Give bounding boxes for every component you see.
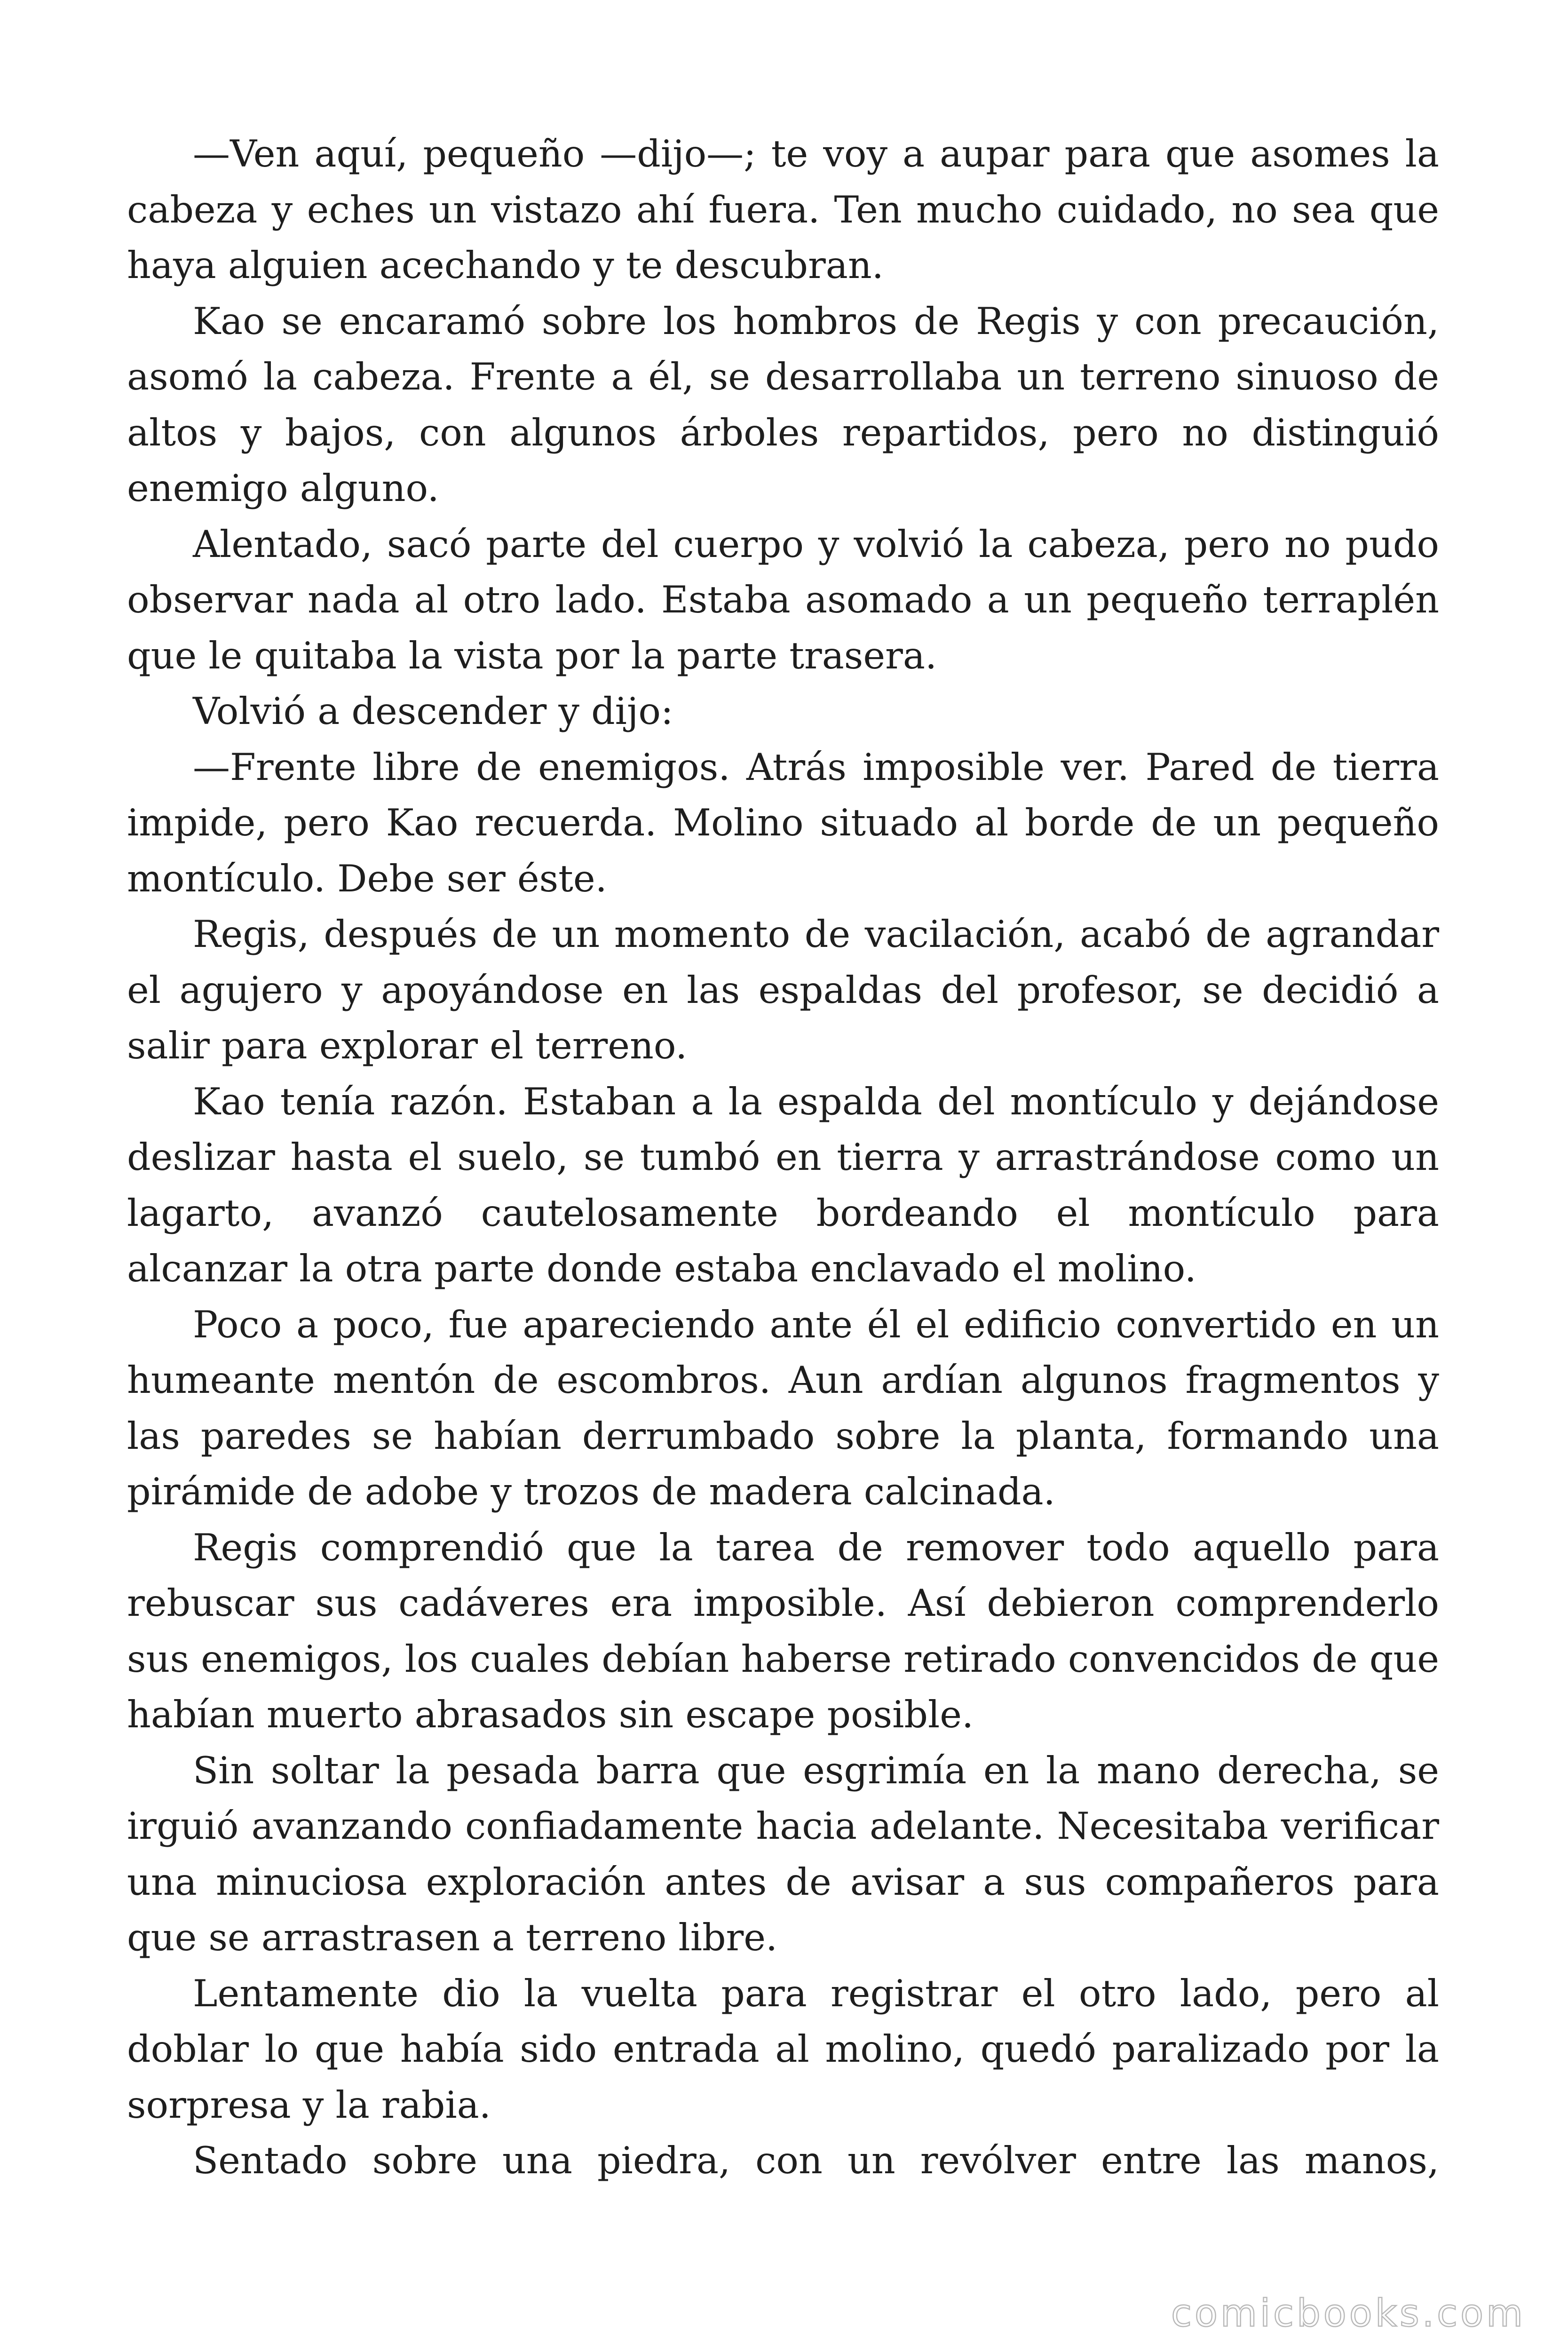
paragraph: —Frente libre de enemigos. Atrás imposible ver. Pared de tierra impide, pero Kao recuerda. Molino situado al borde de un pequeño montículo. Debe ser éste.	[127, 745, 1439, 900]
watermark: comicbooks.com	[1171, 2291, 1526, 2335]
paragraph: Regis comprendió que la tarea de remover todo aquello para rebuscar sus cadáveres era imposible. Así debieron comprenderlo sus enemigos, los cuales debían haberse retirado convencidos de que habían muerto abrasados sin escape posible.	[127, 1526, 1439, 1736]
paragraph: —Ven aquí, pequeño —dijo—; te voy a aupar para que asomes la cabeza y eches un vistazo ahí fuera. Ten mucho cuidado, no sea que haya alguien acechando y te descubran.	[127, 132, 1439, 287]
paragraph: Alentado, sacó parte del cuerpo y volvió la cabeza, pero no pudo observar nada al otro lado. Estaba asomado a un pequeño terraplén que le quitaba la vista por la parte trasera.	[127, 522, 1439, 677]
body-text	[127, 126, 1439, 2189]
paragraph: Lentamente dio la vuelta para registrar el otro lado, pero al doblar lo que había sido entrada al molino, quedó paralizado por la sorpresa y la rabia.	[127, 1971, 1439, 2127]
paragraph-continued: Sentado sobre una piedra, con un revólver entre las manos,	[193, 2139, 1439, 2182]
paragraph: Kao se encaramó sobre los hombros de Regis y con precaución, asomó la cabeza. Frente a él, se desarrollaba un terreno sinuoso de altos y bajos, con algunos árboles repartidos, pero no distinguió enemigo alguno.	[127, 299, 1439, 510]
paragraph: Volvió a descender y dijo:	[193, 690, 673, 733]
paragraph: Sin soltar la pesada barra que esgrimía en la mano derecha, se irguió avanzando confiadamente hacia adelante. Necesitaba verificar una minuciosa exploración antes de avisar a sus compañeros para que se arrastrasen a terreno libre.	[127, 1748, 1439, 1959]
paragraph: Poco a poco, fue apareciendo ante él el edificio convertido en un humeante mentón de escombros. Aun ardían algunos fragmentos y las paredes se habían derrumbado sobre la planta, formando una pirámide de adobe y trozos de madera calcinada.	[127, 1303, 1439, 1513]
paragraph: Kao tenía razón. Estaban a la espalda del montículo y dejándose deslizar hasta el suelo, se tumbó en tierra y arrastrándose como un lagarto, avanzó cautelosamente bordeando el montículo para alcanzar la otra parte donde estaba enclavado el molino.	[127, 1080, 1439, 1290]
paragraph: Regis, después de un momento de vacilación, acabó de agrandar el agujero y apoyándose en las espaldas del profesor, se decidió a salir para explorar el terreno.	[127, 913, 1439, 1067]
